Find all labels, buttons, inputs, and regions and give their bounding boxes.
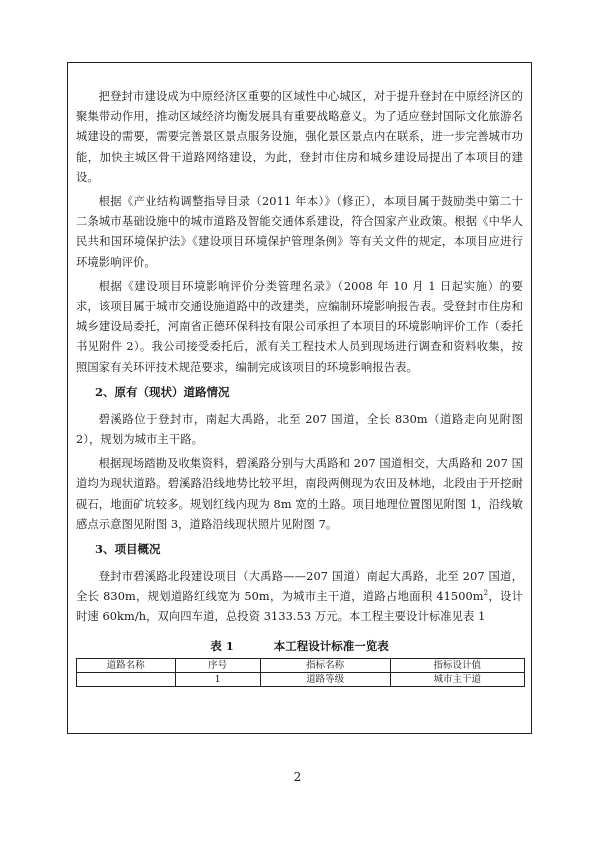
table-caption bbox=[76, 638, 523, 654]
table-header-row bbox=[77, 658, 525, 672]
design-standard-table bbox=[76, 658, 525, 687]
section-heading-project-overview: 3、项目概况 bbox=[95, 542, 161, 557]
table-cell-indicator: 道路等级 bbox=[260, 672, 390, 686]
paragraph-industrial-policy: 根据《产业结构调整指导目录（2011 年本）》（修正），本项目属于鼓励类中第二十二条城市基础设施中的城市道路及智能交通体系建设，符合国家产业政策。根据《中华人民共和国环境保护法》《建设项目环境保护管理条例》等有关文件的规定，本项目应进行环境影响评价。 bbox=[76, 195, 523, 269]
report-frame bbox=[67, 62, 532, 734]
paragraph-project-overview bbox=[76, 567, 523, 628]
table-row bbox=[77, 672, 525, 686]
table-cell-serial: 1 bbox=[175, 672, 260, 686]
table-cell-design-value: 城市主干道 bbox=[390, 672, 524, 686]
table-header-serial: 序号 bbox=[175, 658, 260, 672]
section-heading-existing-road: 2、原有（现状）道路情况 bbox=[95, 384, 230, 399]
table-header-road-name: 道路名称 bbox=[77, 658, 176, 672]
report-content bbox=[68, 63, 531, 687]
table-header-design-value: 指标设计值 bbox=[390, 658, 524, 672]
table-caption-number: 表 1 bbox=[210, 638, 234, 653]
page-number: 2 bbox=[293, 770, 302, 784]
paragraph-road-location: 碧溪路位于登封市，南起大禹路，北至 207 国道，全长 830m（道路走向见附图 2），规划为城市主干路。 bbox=[76, 412, 523, 447]
paragraph-eia-classification: 根据《建设项目环境影响评价分类管理名录》（2008 年 10 月 1 日起实施）的要求，该项目属于城市交通设施道路中的改建类，应编制环境影响报告表。受登封市住房和城乡建设局委托，河南省正德环保科技有限公司承担了本项目的环境影响评价工作（委托书见附件 2）。我公司接受委托后，派有关工程技术人员到现场进行调查和资料收集，按照国家有关环评技术规范要求，编制完成该项目的环境影响报告表。 bbox=[76, 279, 523, 374]
table-header-indicator: 指标名称 bbox=[260, 658, 390, 672]
paragraph-site-survey: 根据现场踏勘及收集资料，碧溪路分别与大禹路和 207 国道相交，大禹路和 207 国道均为现状道路。碧溪路沿线地势比较平坦，南段两侧现为农田及林地，北段由于开挖耐砚石，地面矿坑较多。规划红线内现为 8m 宽的土路。项目地理位置图见附图 1，沿线敏感点示意图见附图 3，道路沿线现状照片见附图 7。 bbox=[76, 457, 523, 531]
area-unit-superscript: 2 bbox=[483, 589, 489, 598]
table-caption-title: 本工程设计标准一览表 bbox=[273, 638, 389, 653]
overview-text-part2: ，设计时速 60km/h，双向四车道，总投资 3133.53 万元。本工程主要设计标准见表 1 bbox=[76, 590, 523, 624]
paragraph-background: 把登封市建设成为中原经济区重要的区域性中心城区，对于提升登封在中原经济区的聚集带动作用，推动区域经济均衡发展具有重要战略意义。为了适应登封国际文化旅游名城建设的需要，需要完善景区景点服务设施，强化景区景点内在联系，进一步完善城市功能，加快主城区骨干道路网络建设，为此，登封市住房和城乡建设局提出了本项目的建设。 bbox=[76, 90, 523, 184]
overview-text-part1: 登封市碧溪路北段建设项目（大禹路——207 国道）南起大禹路，北至 207 国道，全长 830m，规划道路红线宽为 50m，为城市主干道，道路占地面积 41500m bbox=[76, 570, 523, 604]
table-cell-road-name bbox=[77, 672, 176, 686]
